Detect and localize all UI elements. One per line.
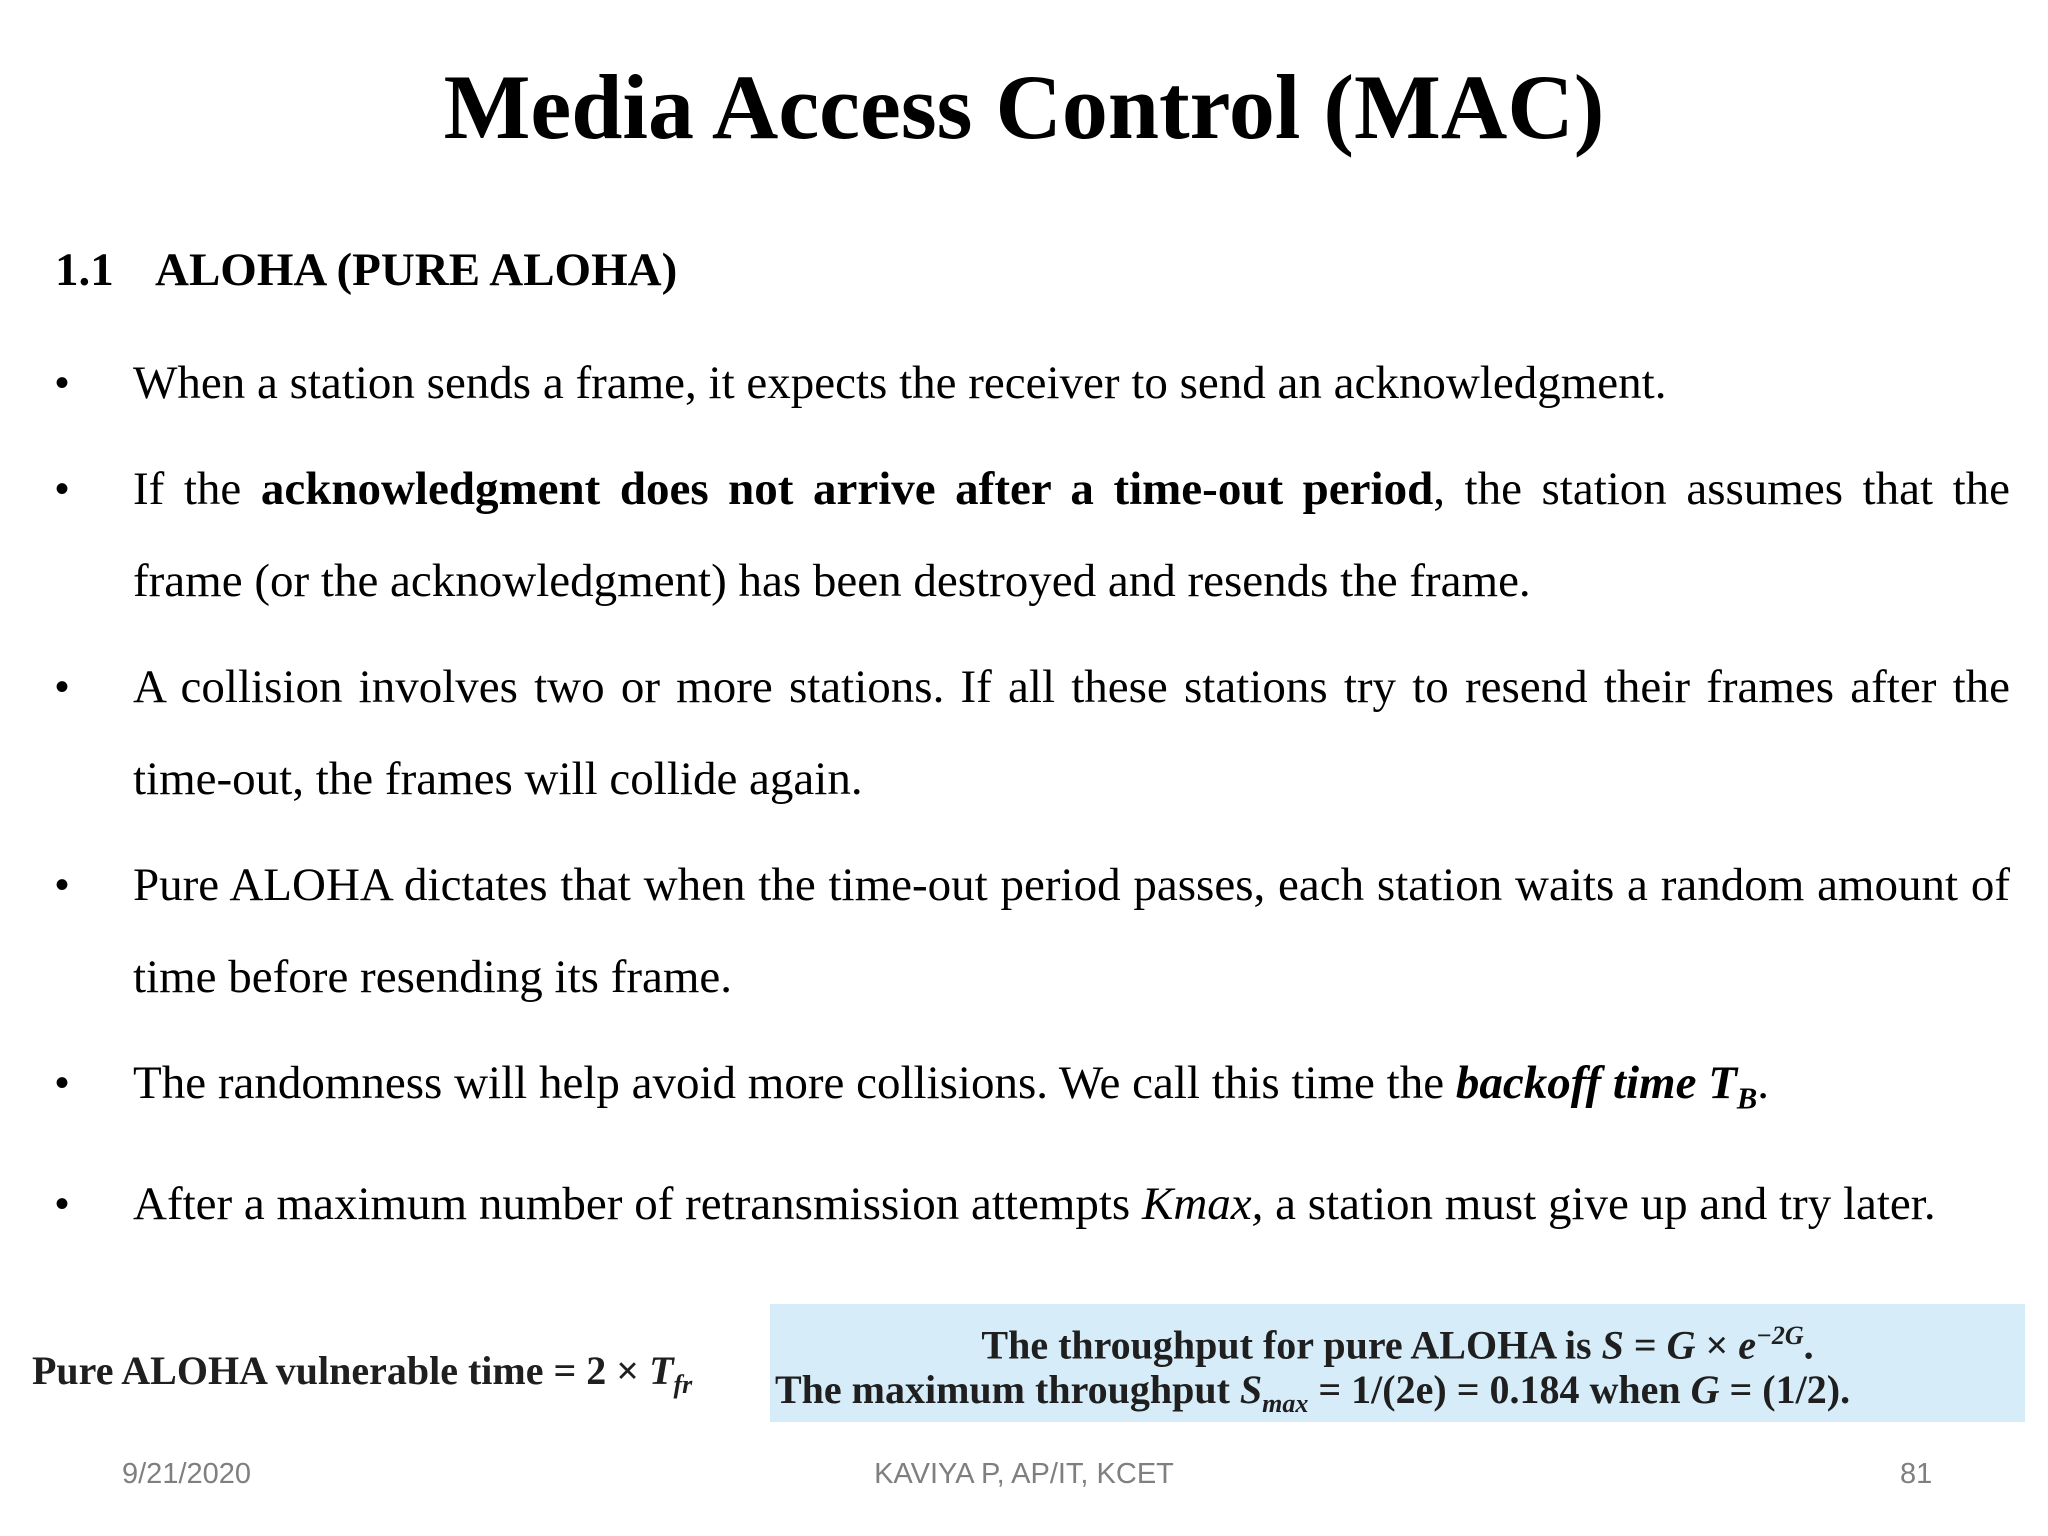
formula-variable: T	[649, 1348, 674, 1393]
bullet-item-1	[55, 337, 2010, 429]
bullet-text-post: , the station assumes that the frame (or the acknowledgment) has been destroyed and resends the frame.	[133, 463, 2010, 607]
bullet-text-post: a station must give up and try later.	[1263, 1178, 1936, 1231]
bullet-marker: •	[55, 361, 70, 405]
section-number: 1.1	[55, 244, 114, 296]
formula-subscript: fr	[673, 1370, 693, 1399]
bullet-text-pre: The randomness will help avoid more collisions. We call this time the	[133, 1057, 1456, 1109]
bullet-text: A collision involves two or more stations. If all these stations try to resend their frames after the time-out, the frames will collide again.	[133, 661, 2010, 805]
bullet-marker: •	[55, 863, 70, 907]
max-throughput-line	[775, 1364, 2030, 1430]
formula-subscript: max	[1262, 1389, 1309, 1418]
throughput-formula-box	[770, 1304, 2025, 1422]
footer-date: 9/21/2020	[122, 1458, 252, 1490]
slide-title: Media Access Control (MAC)	[443, 56, 1605, 158]
bullet-item-5	[55, 1037, 2010, 1144]
footer-author: KAVIYA P, AP/IT, KCET	[874, 1458, 1174, 1490]
footer-page-number: 81	[1900, 1458, 1933, 1490]
formula-text: .	[1803, 1322, 1814, 1368]
bullet-item-4	[55, 839, 2010, 1023]
formula-text: = (1/2).	[1719, 1367, 1851, 1412]
bullet-item-3	[55, 641, 2010, 825]
formula-variable: S	[1601, 1322, 1624, 1368]
formula-variable: S	[1239, 1367, 1263, 1412]
formula-variable: e	[1738, 1322, 1757, 1368]
section-heading	[55, 240, 677, 300]
bullet-text-pre: After a maximum number of retransmission attempts	[133, 1178, 1142, 1231]
bullet-text-italic: Kmax,	[1141, 1178, 1264, 1231]
section-title: ALOHA (PURE ALOHA)	[155, 244, 678, 296]
bullet-text: Pure ALOHA dictates that when the time-out period passes, each station waits a random amount of time before resending its frame.	[133, 859, 2010, 1003]
bullet-text-bold-italic: backoff time T	[1455, 1057, 1737, 1109]
formula-text: The throughput for pure ALOHA is	[981, 1322, 1602, 1368]
formula-text: ×	[1695, 1322, 1739, 1368]
formula-text: The maximum throughput	[775, 1367, 1240, 1412]
formula-superscript: −2G	[1756, 1321, 1804, 1350]
formula-variable: G	[1666, 1322, 1696, 1368]
bullet-text-pre: If the	[133, 463, 261, 515]
bullet-text-subscript: B	[1736, 1081, 1758, 1116]
formula-text: = 1/(2e) = 0.184 when	[1308, 1367, 1691, 1412]
bullet-text-bold: acknowledgment does not arrive after a time-out period	[260, 463, 1434, 515]
bullet-marker: •	[55, 467, 70, 511]
bullet-list	[55, 337, 2010, 1264]
bullet-marker: •	[55, 665, 70, 709]
bullet-text: When a station sends a frame, it expects the receiver to send an acknowledgment.	[133, 357, 1667, 409]
formula-text: =	[1623, 1322, 1667, 1368]
vulnerable-time-formula	[32, 1346, 692, 1410]
bullet-marker: •	[55, 1061, 70, 1105]
bullet-item-2	[55, 443, 2010, 627]
formula-variable: G	[1690, 1367, 1720, 1412]
formula-text: Pure ALOHA vulnerable time = 2 ×	[32, 1348, 650, 1393]
bullet-item-6	[55, 1158, 2010, 1250]
bullet-marker: •	[55, 1182, 70, 1227]
throughput-line	[770, 1310, 2025, 1371]
bullet-text-post: .	[1757, 1057, 1770, 1109]
